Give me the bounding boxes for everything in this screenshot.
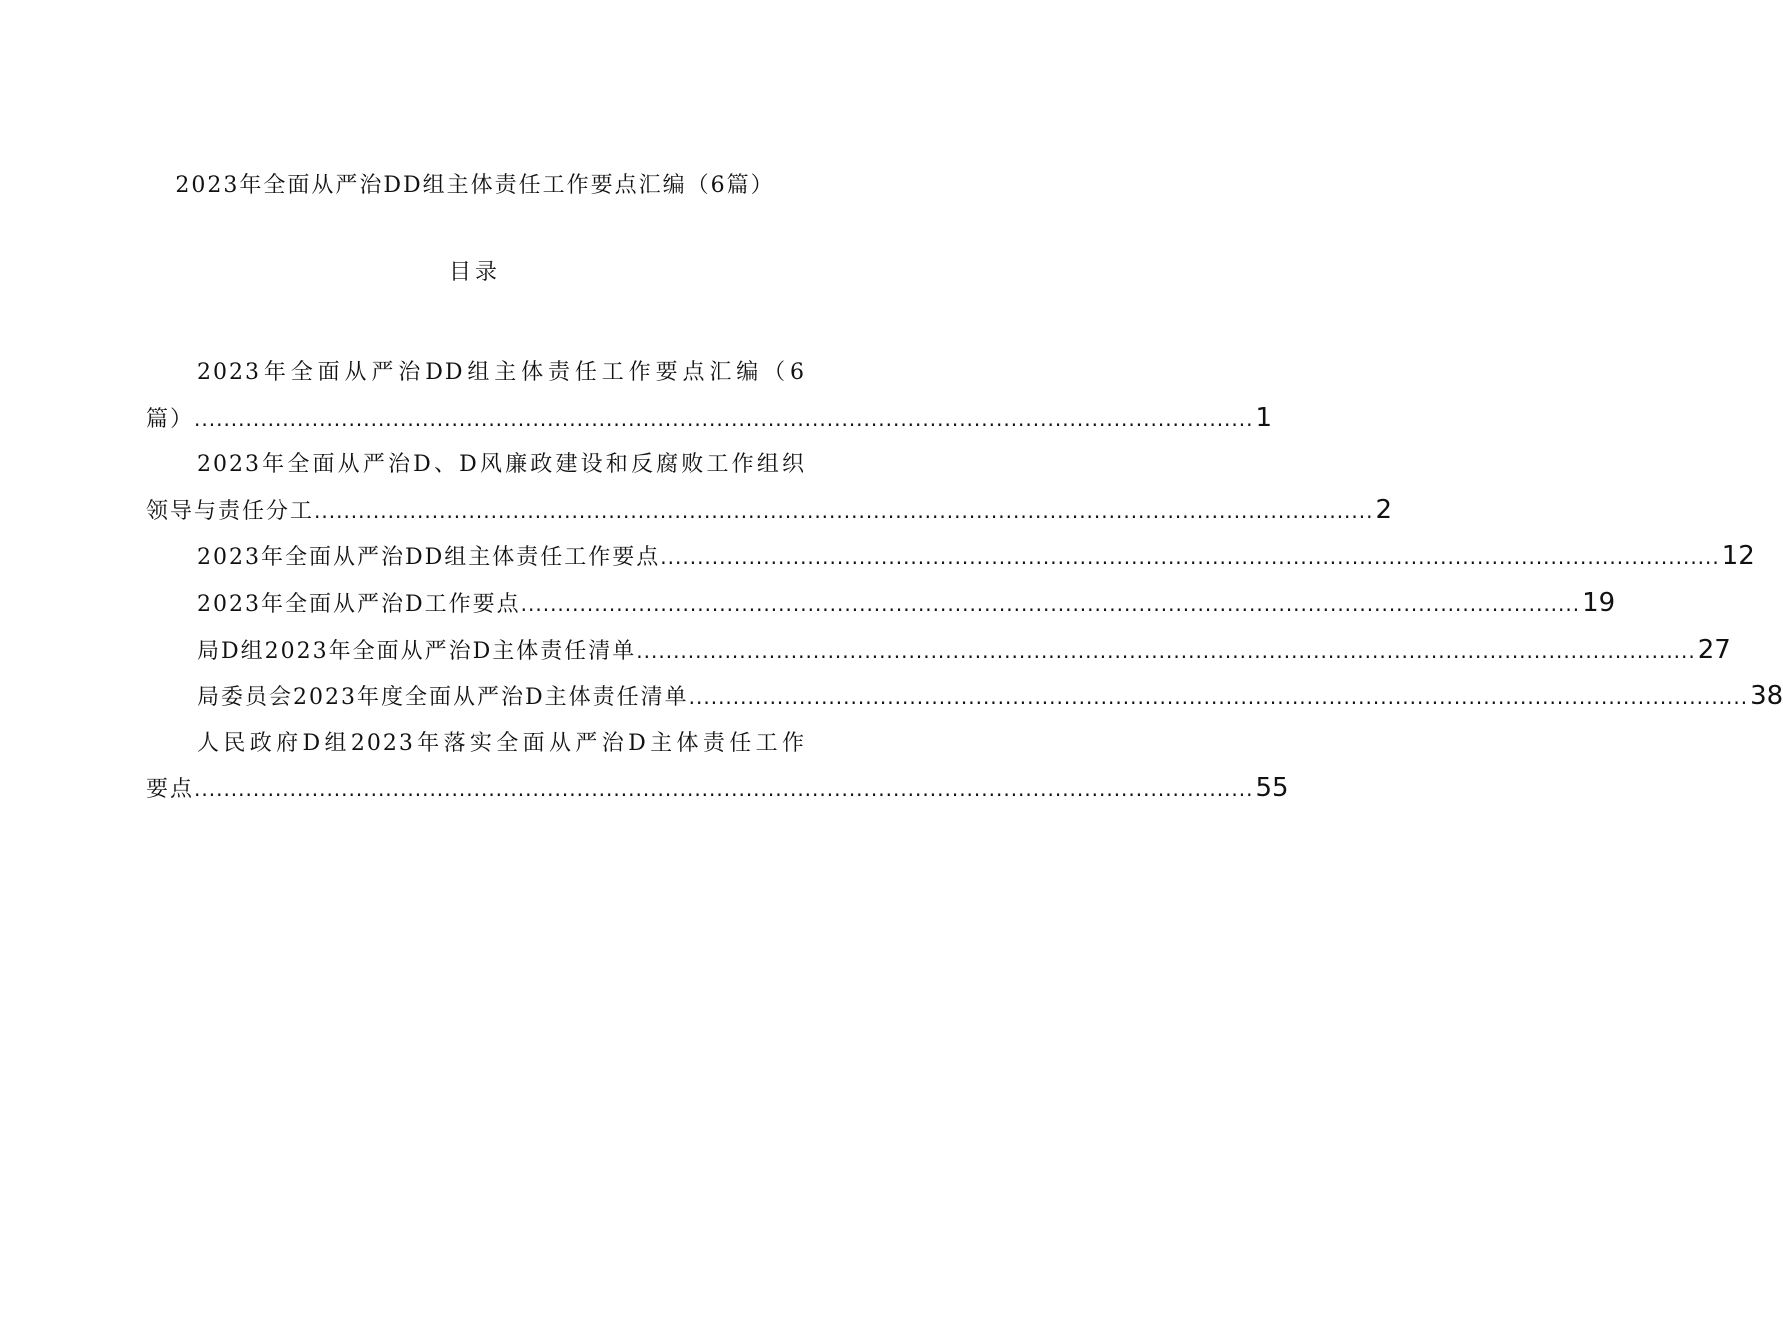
toc-entry[interactable]	[146, 534, 1755, 581]
toc-entry-last-line	[146, 396, 1273, 443]
toc-entry[interactable]	[146, 581, 1616, 628]
toc-entry-last-line	[146, 488, 1393, 535]
toc-page-number: 55	[1255, 773, 1289, 804]
toc-entry-title-continued: 篇）	[146, 406, 195, 432]
toc-leader-dots: ................................................................................................................................................	[314, 498, 1374, 523]
toc-entry[interactable]	[146, 442, 1393, 534]
toc-page-number: 38	[1750, 681, 1783, 712]
document-title: 2023年全面从严治DD组主体责任工作要点汇编（6篇）	[175, 173, 775, 198]
toc-entry-last-line	[146, 766, 1289, 813]
toc-leader-dots: ................................................................................................................................................	[636, 638, 1696, 663]
toc-entry-last-line	[146, 581, 1616, 628]
toc-page-number: 19	[1582, 587, 1616, 618]
toc-entry[interactable]	[146, 721, 1289, 813]
toc-entry-title: 2023年全面从严治D工作要点	[197, 591, 521, 617]
toc-leader-dots: ................................................................................................................................................	[688, 685, 1749, 710]
toc-page-number: 12	[1721, 541, 1755, 572]
toc-page-number: 27	[1697, 634, 1731, 665]
toc-entry-last-line	[146, 674, 1783, 721]
toc-leader-dots: ................................................................................................................................................	[194, 406, 1254, 431]
toc-entry-title-line: 人民政府D组2023年落实全面从严治D主体责任工作	[197, 730, 806, 756]
toc-entry-title: 局委员会2023年度全面从严治D主体责任清单	[197, 685, 689, 711]
toc-page-number: 2	[1375, 494, 1393, 525]
toc-entry-title-continued: 领导与责任分工	[146, 498, 315, 524]
toc-heading: 目录	[448, 260, 501, 285]
toc-entry-title-line: 2023年全面从严治DD组主体责任工作要点汇编（6	[197, 360, 806, 385]
toc-leader-dots: ................................................................................................................................................	[194, 777, 1254, 802]
toc-entry-title-line: 2023年全面从严治D、D风廉政建设和反腐败工作组织	[197, 452, 806, 478]
toc-leader-dots: ................................................................................................................................................	[520, 591, 1581, 616]
toc-entry-title-continued: 要点	[146, 777, 195, 803]
toc-entry-last-line	[146, 628, 1731, 675]
toc-entry-title: 2023年全面从严治DD组主体责任工作要点	[197, 545, 661, 571]
toc-entry-title: 局D组2023年全面从严治D主体责任清单	[197, 638, 637, 664]
table-of-contents	[146, 350, 1783, 813]
toc-entry[interactable]	[146, 674, 1783, 721]
toc-leader-dots: ................................................................................................................................................	[660, 545, 1720, 570]
toc-entry[interactable]	[146, 628, 1731, 675]
toc-entry[interactable]	[146, 350, 1273, 442]
toc-entry-last-line	[146, 534, 1755, 581]
toc-page-number: 1	[1255, 402, 1273, 433]
